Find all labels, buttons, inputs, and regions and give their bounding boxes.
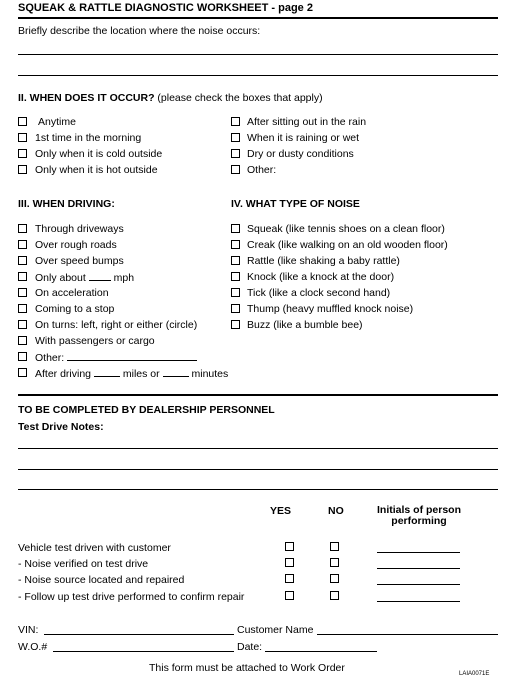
option-label: After driving (35, 368, 92, 380)
checkbox[interactable] (18, 304, 27, 313)
option-label: Other: (247, 164, 277, 176)
option-label: Dry or dusty conditions (247, 148, 354, 160)
option-label: After sitting out in the rain (247, 116, 367, 128)
initials-line[interactable] (377, 568, 460, 569)
checkbox[interactable] (231, 256, 240, 265)
checkbox[interactable] (231, 133, 240, 142)
checkbox[interactable] (18, 117, 27, 126)
col-no-header: NO (328, 505, 344, 517)
checkbox[interactable] (18, 224, 27, 233)
checkbox[interactable] (231, 320, 240, 329)
checkbox[interactable] (18, 368, 27, 377)
option-label: Only when it is hot outside (35, 164, 158, 176)
after-driving-option (35, 367, 228, 380)
option-label: Tick (like a clock second hand) (247, 287, 391, 299)
checkbox[interactable] (231, 240, 240, 249)
yes-checkbox[interactable] (285, 591, 294, 600)
checklist-label: Vehicle test driven with customer (18, 542, 171, 554)
checkbox[interactable] (231, 304, 240, 313)
no-checkbox[interactable] (330, 542, 339, 551)
wo-field[interactable] (53, 651, 234, 652)
option-label: When it is raining or wet (247, 132, 360, 144)
checklist-label: - Follow up test drive performed to confirm repair (18, 591, 245, 603)
option-label: miles or (122, 368, 160, 380)
option-label: Coming to a stop (35, 303, 115, 315)
mph-blank[interactable] (89, 271, 111, 281)
yes-checkbox[interactable] (285, 574, 294, 583)
col-initials-header (371, 505, 467, 527)
option-label: Knock (like a knock at the door) (247, 271, 395, 283)
checklist-label: - Noise verified on test drive (18, 558, 149, 570)
dealer-divider (18, 394, 498, 396)
checkbox[interactable] (18, 133, 27, 142)
option-label: Anytime (38, 116, 76, 128)
option-label: Squeak (like tennis shoes on a clean floor) (247, 223, 445, 235)
option-label: Only about (35, 272, 86, 284)
option-label: Only when it is cold outside (35, 148, 163, 160)
checkbox[interactable] (18, 272, 27, 281)
other-option (35, 351, 197, 364)
test-drive-notes-label: Test Drive Notes: (18, 421, 104, 433)
option-label: With passengers or cargo (35, 335, 155, 347)
checkbox[interactable] (18, 320, 27, 329)
no-checkbox[interactable] (330, 558, 339, 567)
checkbox[interactable] (231, 117, 240, 126)
other-blank[interactable] (67, 351, 197, 361)
attach-note: This form must be attached to Work Order (149, 662, 345, 674)
title-divider (18, 17, 498, 19)
option-label: Rattle (like shaking a baby rattle) (247, 255, 400, 267)
customer-name-label: Customer Name (237, 624, 314, 636)
initials-header-line2: performing (391, 515, 447, 527)
no-checkbox[interactable] (330, 591, 339, 600)
option-label: Other: (35, 352, 65, 364)
form-code: LAIA0071E (459, 671, 490, 677)
initials-line[interactable] (377, 601, 460, 602)
section2-heading: II. WHEN DOES IT OCCUR? (18, 92, 155, 104)
date-label: Date: (237, 641, 263, 653)
checkbox[interactable] (18, 149, 27, 158)
initials-line[interactable] (377, 584, 460, 585)
notes-line-2[interactable] (18, 469, 498, 470)
only-about-option (35, 271, 134, 284)
miles-blank[interactable] (94, 367, 120, 377)
checkbox[interactable] (231, 224, 240, 233)
wo-label: W.O.# (18, 641, 48, 653)
location-prompt: Briefly describe the location where the noise occurs: (18, 25, 261, 37)
checkbox[interactable] (18, 256, 27, 265)
initials-header-line1: Initials of person (376, 504, 461, 516)
section4-heading: IV. WHAT TYPE OF NOISE (231, 198, 360, 210)
checkbox[interactable] (18, 288, 27, 297)
option-label: minutes (191, 368, 229, 380)
yes-checkbox[interactable] (285, 542, 294, 551)
customer-name-field[interactable] (317, 634, 498, 635)
checkbox[interactable] (231, 165, 240, 174)
option-label: Thump (heavy muffled knock noise) (247, 303, 414, 315)
checkbox[interactable] (18, 352, 27, 361)
option-label: On turns: left, right or either (circle) (35, 319, 198, 331)
option-label: Creak (like walking on an old wooden floor) (247, 239, 448, 251)
checkbox[interactable] (231, 272, 240, 281)
date-field[interactable] (265, 651, 377, 652)
option-label: Buzz (like a bumble bee) (247, 319, 363, 331)
checklist-label: - Noise source located and repaired (18, 574, 185, 586)
section2-header (18, 92, 323, 104)
col-yes-header: YES (270, 505, 292, 517)
option-label: Over rough roads (35, 239, 117, 251)
checkbox[interactable] (18, 165, 27, 174)
option-label: Over speed bumps (35, 255, 124, 267)
vin-field[interactable] (44, 634, 234, 635)
page-title: SQUEAK & RATTLE DIAGNOSTIC WORKSHEET - page 2 (18, 2, 313, 14)
minutes-blank[interactable] (163, 367, 189, 377)
vin-label: VIN: (18, 624, 39, 636)
yes-checkbox[interactable] (285, 558, 294, 567)
no-checkbox[interactable] (330, 574, 339, 583)
section3-heading: III. WHEN DRIVING: (18, 198, 115, 210)
location-line-1[interactable] (18, 54, 498, 55)
dealer-heading: TO BE COMPLETED BY DEALERSHIP PERSONNEL (18, 404, 275, 416)
initials-line[interactable] (377, 552, 460, 553)
option-label: 1st time in the morning (35, 132, 142, 144)
checkbox[interactable] (18, 240, 27, 249)
option-label: Through driveways (35, 223, 124, 235)
checkbox[interactable] (18, 336, 27, 345)
checkbox[interactable] (231, 288, 240, 297)
checkbox[interactable] (231, 149, 240, 158)
location-line-2[interactable] (18, 75, 498, 76)
option-label: mph (113, 272, 135, 284)
notes-line-3[interactable] (18, 489, 498, 490)
option-label: On acceleration (35, 287, 109, 299)
notes-line-1[interactable] (18, 448, 498, 449)
section2-note: (please check the boxes that apply) (157, 92, 323, 104)
